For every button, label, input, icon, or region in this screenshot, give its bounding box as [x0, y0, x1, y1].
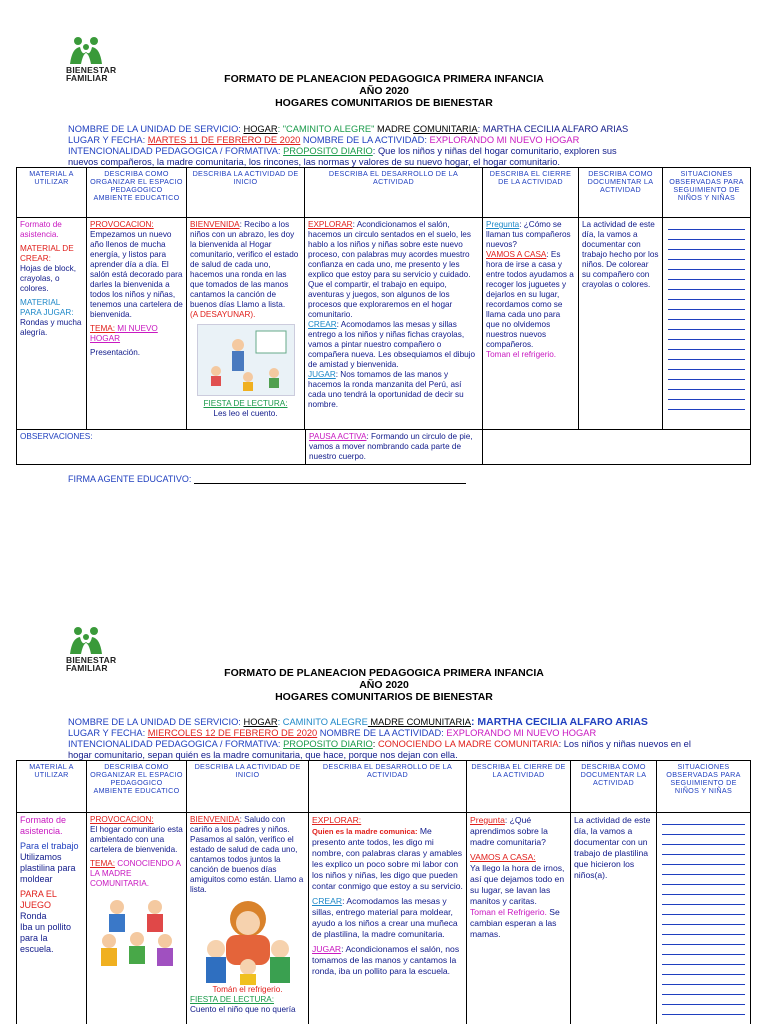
cell-situaciones	[663, 218, 751, 430]
cell-material	[17, 813, 87, 1024]
place-label: LUGAR Y FECHA:	[68, 728, 148, 738]
material-trabajo: Utilizamos plastilina para moldear	[20, 852, 76, 884]
explorar-text: : Acondicionamos el salón, hacemos un circulo sentados en el suelo, les hablo a los niños y niñas sobre este nuevo proceso, con palabras muy acordes muestro confianza en cada uno, me presento y les explico que estoy para su servicio y cuidado. Que el compartir, el trabajo en equipo, aventuras y juegos, son algunos de los procesos que exploraremos en el hogar comunitario.	[308, 220, 471, 319]
logo-line2: FAMILIAR	[66, 73, 108, 83]
page-2	[0, 512, 768, 1024]
bienestar-logo-2	[66, 626, 116, 672]
jugar-label: JUGAR	[308, 370, 336, 379]
comunitaria-label: COMUNITARIA	[413, 124, 478, 134]
table-row	[17, 813, 751, 1024]
vamos-casa-label: VAMOS A CASA	[486, 250, 547, 259]
fiesta-lectura-label: FIESTA DE LECTURA:	[190, 995, 275, 1004]
material-ronda: Ronda	[20, 911, 47, 921]
fiesta-lectura-text: Les leo el cuento.	[213, 409, 278, 418]
explorar-sub: Quien es la madre comunica:	[312, 827, 418, 836]
place-date-line-2	[68, 728, 758, 739]
cell-desarrollo	[305, 218, 483, 430]
material-crear-label: MATERIAL DE CREAR:	[20, 244, 74, 263]
unit-name-line-2	[68, 717, 758, 728]
activity-name: EXPLORANDO MI NUEVO HOGAR	[429, 135, 580, 145]
pregunta-label: Pregunta	[470, 815, 505, 825]
firma-blank	[194, 483, 466, 484]
intent-text-2: hogar comunitario, sepan quién es la madre comunitaria, que hace, porque nos dejan con ella.	[68, 750, 458, 760]
jugar-label: JUGAR	[312, 944, 342, 954]
material-asistencia: Formato de asistencia.	[20, 220, 62, 239]
material-asistencia: Formato de asistencia.	[20, 815, 67, 836]
presentacion-text: Presentación.	[90, 348, 141, 357]
crear-label: CREAR	[312, 896, 343, 906]
bienvenida-label: BIENVENIDA	[190, 815, 240, 824]
header-cierre: DESCRIBA EL CIERRE DE LA ACTIVIDAD	[467, 761, 571, 813]
date-value: MIERCOLES 12 DE FEBRERO DE 2020	[147, 728, 318, 738]
bienvenida-text: : Recibo a los niños con un abrazo, les doy la bienvenida al Hogar comunitario, verifico el estado de salud de cada uno, hacemos una ronda en las que tomados de las manos cantamos la canción de buenos días Llamo a lista.	[190, 220, 299, 309]
bienvenida-text: : Saludo con cariño a los padres y niños. Pasamos al salón, verifico el estado de salud de cada uno, cantamos todos juntos la canción de buenos días amiguitos como están. Llamo a lista.	[190, 815, 304, 894]
refrigerio-label: Toman el Refrigerio.	[470, 907, 547, 917]
intent-text: : Que los niños y niñas del hogar comunitario, exploren sus	[372, 146, 617, 156]
madre-label: MADRE	[374, 124, 414, 134]
cell-inicio	[187, 813, 309, 1024]
cell-documentar: La actividad de este día, la vamos a documentar con un trabajo de plastilina que hicieron los niños(a).	[571, 813, 657, 1024]
header-inicio: DESCRIBA LA ACTIVIDAD DE INICIO	[187, 168, 305, 218]
cell-espacio	[87, 218, 187, 430]
header-desarrollo: DESCRIBA EL DESARROLLO DE LA ACTIVIDAD	[309, 761, 467, 813]
observaciones-label: OBSERVACIONES:	[17, 430, 306, 464]
activity-label: NOMBRE DE LA ACTIVIDAD:	[300, 135, 430, 145]
tema-label: TEMA:	[90, 324, 116, 333]
refrigerio-text: Toman el refrigerio.	[486, 350, 557, 359]
header-situaciones: SITUACIONES OBSERVADAS PARA SEGUIMIENTO DE NIÑOS Y NIÑAS	[657, 761, 751, 813]
header-material: MATERIAL A UTILIZAR	[17, 761, 87, 813]
provocacion-text: Empezamos un nuevo año llenos de mucha energía, y listos para aprender día a día. El salón está decorado para darles la bienvenida a todos los niños y niñas, tenemos una cartelera de bienvenida.	[90, 230, 183, 319]
document-title	[0, 73, 768, 109]
provocacion-text: El hogar comunitario esta ambientado con una cartelera de bienvenida.	[90, 825, 183, 854]
observations-wrap	[17, 430, 483, 465]
table-header-row	[17, 761, 751, 813]
title-line1: FORMATO DE PLANEACION PEDAGOGICA PRIMERA INFANCIA	[224, 73, 544, 85]
header-espacio: DESCRIBA COMO ORGANIZAR EL ESPACIO PEDAGOGICO AMBIENTE EDUCATICO	[87, 168, 187, 218]
planning-table-2	[16, 760, 751, 1024]
provocacion-label: PROVOCACION:	[90, 815, 154, 824]
intent-line-3	[68, 739, 758, 750]
table-row	[17, 218, 751, 430]
signature-line	[68, 474, 466, 484]
bienvenida-label: BIENVENIDA	[190, 220, 240, 229]
proposito-label: PROPOSITO DIARIO	[283, 739, 373, 749]
desayunar-text: (A DESAYUNAR).	[190, 310, 256, 319]
table-header-row	[17, 168, 751, 218]
family-logo-icon	[66, 36, 106, 66]
fiesta-lectura-label: FIESTA DE LECTURA:	[203, 399, 288, 408]
material-jugar: Rondas y mucha alegría.	[20, 318, 82, 337]
document-title-2	[0, 667, 768, 703]
hogar-name: : CAMINITO ALEGRE	[277, 717, 368, 727]
header-situaciones: SITUACIONES OBSERVADAS PARA SEGUIMIENTO DE NIÑOS Y NIÑAS	[663, 168, 751, 218]
jugar-text: : Acondicionamos el salón, nos tomamos de las manos y cantamos la ronda, iba un pollito para la escuela.	[312, 944, 460, 976]
hogar-label: HOGAR	[243, 717, 278, 727]
cell-documentar: La actividad de este día, la vamos a documentar con trabajo hecho por los niños. De colorear su compañero con crayolas o colores.	[579, 218, 663, 430]
intent-label: INTENCIONALIDAD PEDAGOGICA / FORMATIVA:	[68, 739, 284, 749]
tema-label: TEMA:	[90, 859, 116, 868]
pausa-label: PAUSA ACTIVA	[309, 432, 367, 441]
logo-line1: BIENESTAR	[66, 655, 117, 665]
pregunta-label: Pregunta	[486, 220, 520, 229]
cambian-text: Se cambian esperan a las mamas.	[470, 907, 560, 939]
cell-inicio	[187, 218, 305, 430]
hogar-name: : "CAMINITO ALEGRE"	[277, 124, 375, 134]
place-date-line	[68, 135, 758, 146]
header-documentar: DESCRIBA COMO DOCUMENTAR LA ACTIVIDAD	[571, 761, 657, 813]
intent-text-2: nuevos compañeros, la madre comunitaria, los rincones, las normas y valores de su nuevo hogar, el hogar comunitario.	[68, 157, 560, 167]
intent-sep: :	[372, 739, 378, 749]
header-desarrollo: DESCRIBA EL DESARROLLO DE LA ACTIVIDAD	[305, 168, 483, 218]
title-line3: HOGARES COMUNITARIOS DE BIENESTAR	[275, 97, 493, 109]
cell-desarrollo	[309, 813, 467, 1024]
crear-text: : Acomodamos las mesas y sillas, entrego material para moldear, ayudo a los niños a crear una muñeca de plastilina, la madre comunitaria.	[312, 896, 458, 939]
vamos-casa-label: VAMOS A CASA:	[470, 852, 536, 862]
vamos-casa-text: : Es hora de irse a casa y entre todos ayudamos a recoger los juguetes y dejarlos en su lugar, recordamos como se llama cada uno para que no olvidemos nuestros nuevos compañeros.	[486, 250, 574, 349]
cell-material	[17, 218, 87, 430]
title-line1: FORMATO DE PLANEACION PEDAGOGICA PRIMERA INFANCIA	[224, 667, 544, 679]
explorar-label: EXPLORAR:	[312, 815, 362, 825]
header-inicio: DESCRIBA LA ACTIVIDAD DE INICIO	[187, 761, 309, 813]
material-trabajo-label: Para el trabajo	[20, 841, 79, 851]
header-cierre: DESCRIBA EL CIERRE DE LA ACTIVIDAD	[483, 168, 579, 218]
cell-situaciones	[657, 813, 751, 1024]
classroom-illustration	[197, 324, 295, 396]
refrigerio-text: Tomán el refrigerio.	[212, 985, 283, 994]
header-material: MATERIAL A UTILIZAR	[17, 168, 87, 218]
observations-row	[17, 430, 751, 465]
intent-red: CONOCIENDO LA MADRE COMUNITARIA	[377, 739, 559, 749]
explorar-text: Me presento ante todos, les digo mi nombre, con palabras claras y amables les explico un poco sobre mi labor con los niños y niñas, les digo que pueden contar conmigo que estoy a su servicio.	[312, 826, 463, 891]
madre-label: MADRE COMUNITARIA	[367, 717, 471, 727]
fiesta-lectura-text: Cuento el niño que no quería	[190, 1005, 296, 1014]
activity-name: EXPLORANDO MI NUEVO HOGAR	[446, 728, 597, 738]
cell-espacio	[87, 813, 187, 1024]
observations-blank	[483, 430, 751, 465]
proposito-label: PROPOSITO DIARIO	[283, 146, 373, 156]
title-line3: HOGARES COMUNITARIOS DE BIENESTAR	[275, 691, 493, 703]
unit-label: NOMBRE DE LA UNIDAD DE SERVICIO:	[68, 717, 244, 727]
material-pollito: Iba un pollito para la escuela.	[20, 922, 72, 954]
madre-name: : MARTHA CECILIA ALFARO ARIAS	[477, 124, 629, 134]
date-value: MARTES 11 DE FEBRERO DE 2020	[147, 135, 301, 145]
pregunta-text: : ¿Qué aprendimos sobre la madre comunitaria?	[470, 815, 548, 847]
tema-text: CONOCIENDO A LA MADRE COMUNITARIA.	[90, 859, 181, 888]
pausa-activa	[306, 430, 483, 464]
tema-text: MI NUEVO HOGAR	[90, 324, 158, 343]
family-logo-icon	[66, 626, 106, 656]
unit-name-line	[68, 124, 758, 135]
material-juego-label: PARA EL JUEGO	[20, 889, 57, 910]
place-label: LUGAR Y FECHA:	[68, 135, 148, 145]
header-espacio: DESCRIBA COMO ORGANIZAR EL ESPACIO PEDAGOGICO AMBIENTE EDUCATICO	[87, 761, 187, 813]
title-line2: AÑO 2020	[359, 85, 409, 97]
hogar-label: HOGAR	[243, 124, 278, 134]
intent-line	[68, 146, 758, 157]
firma-label: FIRMA AGENTE EDUCATIVO:	[68, 474, 194, 484]
explorar-label: EXPLORAR	[308, 220, 353, 229]
crear-label: CREAR	[308, 320, 337, 329]
cell-cierre	[483, 218, 579, 430]
jugar-text: : Nos tomamos de las manos y hacemos la ronda manzanita del Perú, así cada uno tendrá la oportunidad de decir su nombre.	[308, 370, 464, 409]
pregunta-text: : ¿Cómo se llaman tus compañeros nuevos?	[486, 220, 571, 249]
planning-table	[16, 167, 751, 465]
children-illustration	[95, 893, 179, 971]
vamos-casa-text: Ya llego la hora de irnos, así que dejamos todo en su lugar, se lavan las manitos y caritas.	[470, 863, 565, 906]
material-jugar-label: MATERIAL PARA JUGAR:	[20, 298, 74, 317]
pausa-text: : Formando un circulo de pie, vamos a mover nombrando cada parte de nuestro cuerpo.	[309, 432, 473, 461]
intent-label: INTENCIONALIDAD PEDAGOGICA / FORMATIVA:	[68, 146, 284, 156]
title-line2: AÑO 2020	[359, 679, 409, 691]
madre-name: : MARTHA CECILIA ALFARO ARIAS	[470, 716, 648, 728]
unit-label: NOMBRE DE LA UNIDAD DE SERVICIO:	[68, 124, 244, 134]
material-crear: Hojas de block, crayolas, o colores.	[20, 264, 76, 293]
activity-label: NOMBRE DE LA ACTIVIDAD:	[317, 728, 447, 738]
logo-line1: BIENESTAR	[66, 65, 117, 75]
cell-cierre	[467, 813, 571, 1024]
logo-line2: FAMILIAR	[66, 663, 108, 673]
crear-text: : Acomodamos las mesas y sillas entrego a los niños y niñas fichas crayolas, vamos a pintar nuestro compañero o compañera nueva. Les obsequiamos el dibujo de amistad y bienvenida.	[308, 320, 476, 369]
teacher-children-illustration	[196, 897, 300, 985]
intent-text: : Los niños y niñas nuevos en el	[558, 739, 691, 749]
header-documentar: DESCRIBA COMO DOCUMENTAR LA ACTIVIDAD	[579, 168, 663, 218]
provocacion-label: PROVOCACION:	[90, 220, 154, 229]
